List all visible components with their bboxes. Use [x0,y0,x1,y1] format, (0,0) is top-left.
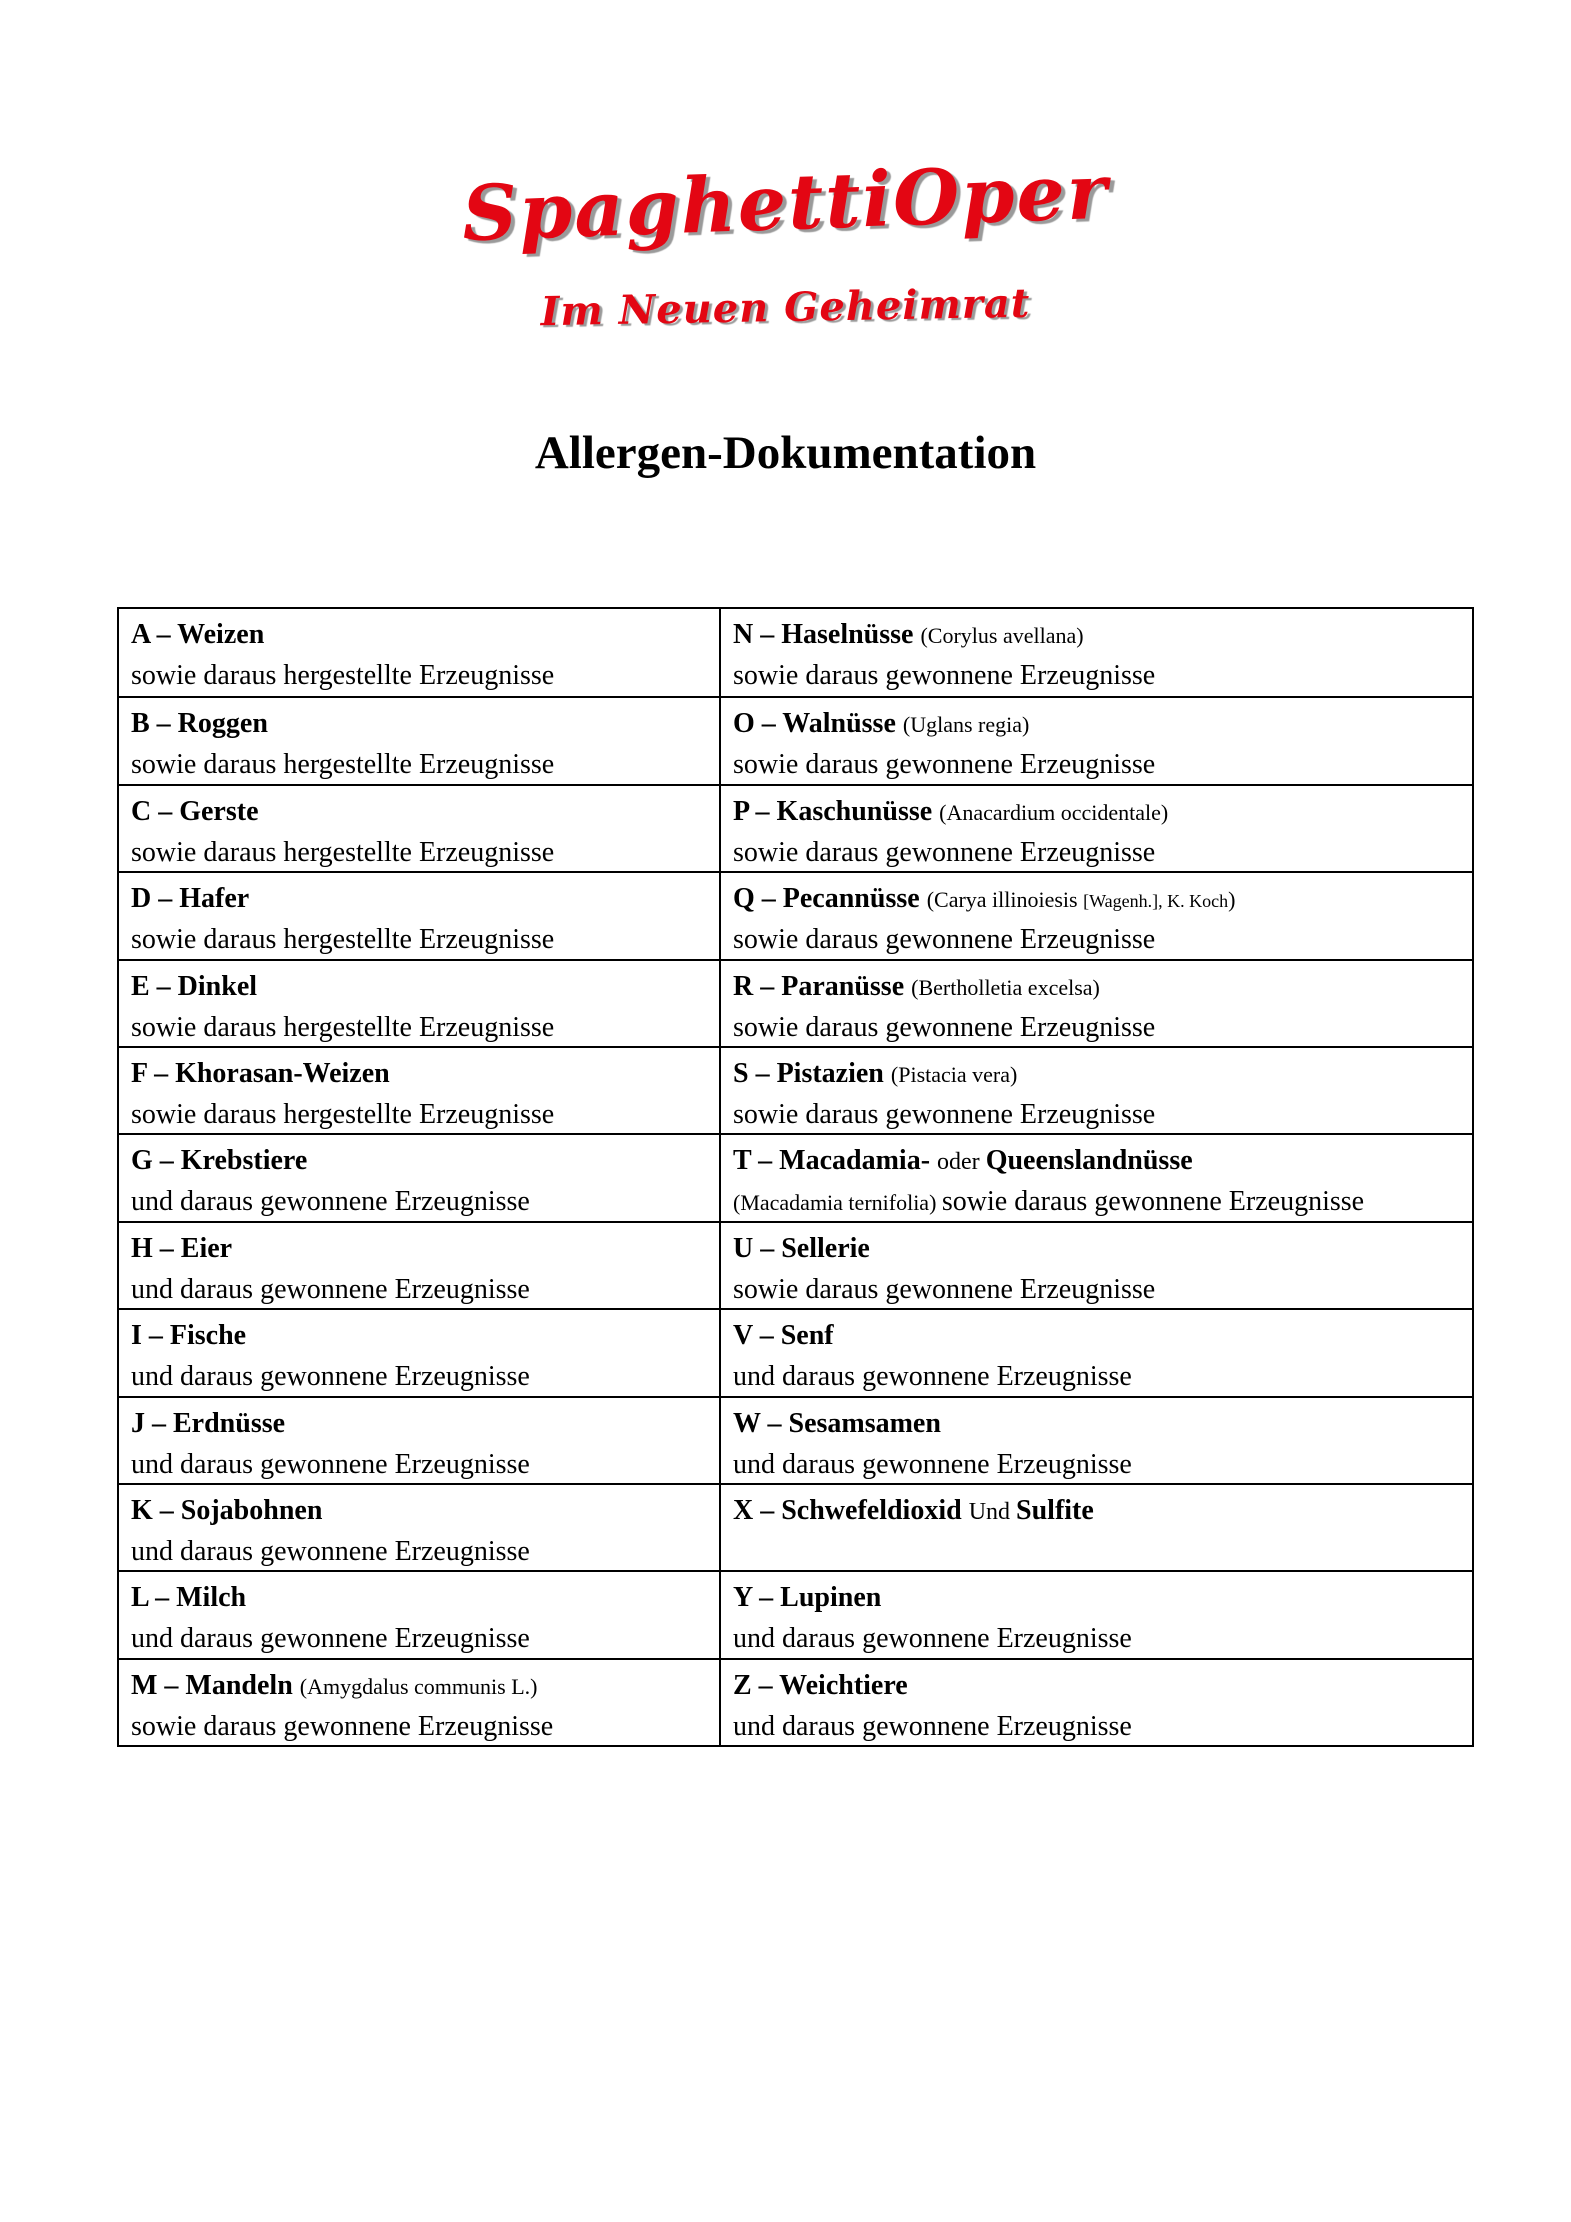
allergen-M-line1 [131,1667,711,1708]
text-segment: T – Macadamia- [733,1145,938,1177]
text-segment: ) [1228,887,1236,913]
text-segment: D – Hafer [131,883,250,915]
allergen-A-line2 [131,657,711,696]
text-segment: sowie daraus hergestellte Erzeugnisse [131,660,555,691]
allergen-cell-W [719,1396,1472,1483]
allergen-cell-T [719,1133,1472,1220]
allergen-D-line2 [131,921,711,958]
allergen-S-line2 [733,1096,1464,1133]
allergen-cell-Z [719,1658,1472,1745]
text-segment: U – Sellerie [733,1232,870,1264]
text-segment: und daraus gewonnene Erzeugnisse [131,1186,530,1218]
text-segment: sowie daraus gewonnene Erzeugnisse [733,1098,1156,1130]
allergen-cell-V [719,1308,1472,1395]
text-segment: Queenslandnüsse [985,1145,1193,1177]
text-segment: O – Walnüsse [733,708,903,740]
text-segment: (Pistacia vera) [890,1061,1018,1087]
allergen-L-line1 [131,1579,711,1620]
allergen-B-line1 [131,705,711,746]
text-segment: sowie daraus hergestellte Erzeugnisse [131,1098,555,1130]
allergen-K-line2 [131,1533,711,1570]
allergen-cell-G [119,1133,719,1220]
text-segment: K – Sojabohnen [131,1494,323,1526]
text-segment: R – Paranüsse [733,970,912,1002]
text-segment: B – Roggen [131,708,268,740]
allergen-G-line1 [131,1142,711,1183]
text-segment: V – Senf [733,1320,834,1352]
allergen-Q-line2 [733,921,1464,958]
allergen-cell-J [119,1396,719,1483]
text-segment: A – Weizen [131,619,265,650]
text-segment: (Bertholletia excelsa) [911,974,1100,1000]
allergen-U-line1 [733,1230,1464,1271]
text-segment: Q – Pecannüsse [733,883,927,915]
text-segment: (Carya illinoiesis [926,887,1084,913]
allergen-C-line1 [131,793,711,834]
allergen-cell-Q [719,871,1472,958]
allergen-T-line2 [733,1183,1464,1220]
allergen-table [117,607,1474,1747]
text-segment: P – Kaschunüsse [733,795,940,827]
text-segment: und daraus gewonnene Erzeugnisse [131,1273,530,1305]
allergen-cell-B [119,696,719,783]
text-segment: G – Krebstiere [131,1145,308,1177]
text-segment: I – Fische [131,1320,247,1352]
allergen-cell-L [119,1570,719,1657]
allergen-R-line1 [733,968,1464,1009]
text-segment: Und [968,1498,1017,1525]
text-segment: F – Khorasan-Weizen [131,1057,390,1089]
text-segment: (Amygdalus communis L.) [299,1673,538,1699]
allergen-T-line1 [733,1142,1464,1183]
allergen-R-line2 [733,1009,1464,1046]
allergen-cell-X [719,1483,1472,1570]
text-segment: sowie daraus gewonnene Erzeugnisse [941,1186,1365,1218]
text-segment: und daraus gewonnene Erzeugnisse [733,1623,1132,1655]
text-segment: N – Haselnüsse [733,619,921,650]
allergen-G-line2 [131,1183,711,1220]
allergen-H-line1 [131,1230,711,1271]
text-segment: sowie daraus gewonnene Erzeugnisse [733,660,1156,691]
allergen-U-line2 [733,1271,1464,1308]
allergen-W-line2 [733,1446,1464,1483]
text-segment: sowie daraus hergestellte Erzeugnisse [131,836,555,868]
logo [0,128,1571,338]
text-segment: (Uglans regia) [902,712,1030,738]
allergen-F-line2 [131,1096,711,1133]
allergen-Z-line1 [733,1667,1464,1708]
text-segment: Z – Weichtiere [733,1669,908,1701]
text-segment: (Corylus avellana) [920,623,1084,648]
text-segment: und daraus gewonnene Erzeugnisse [733,1710,1132,1742]
allergen-A-line1 [131,616,711,657]
allergen-Q-line1 [733,880,1464,921]
allergen-Z-line2 [733,1708,1464,1745]
text-segment: sowie daraus gewonnene Erzeugnisse [733,836,1156,868]
text-segment: W – Sesamsamen [733,1407,941,1439]
allergen-cell-P [719,784,1472,871]
allergen-cell-K [119,1483,719,1570]
allergen-D-line1 [131,880,711,921]
allergen-N-line2 [733,657,1464,696]
allergen-cell-U [719,1221,1472,1308]
allergen-cell-S [719,1046,1472,1133]
allergen-N-line1 [733,616,1464,657]
text-segment: sowie daraus gewonnene Erzeugnisse [733,924,1156,956]
text-segment: sowie daraus gewonnene Erzeugnisse [733,749,1156,781]
text-segment: sowie daraus hergestellte Erzeugnisse [131,749,555,781]
logo-subtitle-text: Im Neuen Geheimrat [540,279,1031,336]
text-segment: E – Dinkel [131,970,258,1002]
allergen-cell-C [119,784,719,871]
logo-brand-text: SpaghettiOper [460,146,1111,259]
text-segment: sowie daraus gewonnene Erzeugnisse [733,1011,1156,1043]
allergen-C-line2 [131,834,711,871]
allergen-V-line1 [733,1317,1464,1358]
allergen-E-line1 [131,968,711,1009]
allergen-M-line2 [131,1708,711,1745]
allergen-cell-E [119,959,719,1046]
allergen-cell-F [119,1046,719,1133]
allergen-cell-D [119,871,719,958]
text-segment: (Macadamia ternifolia) [733,1190,942,1216]
text-segment: und daraus gewonnene Erzeugnisse [131,1623,530,1655]
allergen-S-line1 [733,1055,1464,1096]
allergen-V-line2 [733,1358,1464,1395]
allergen-O-line2 [733,746,1464,783]
page-title: Allergen-Dokumentation [534,427,1037,479]
allergen-W-line1 [733,1405,1464,1446]
text-segment: (Anacardium occidentale) [939,799,1169,825]
allergen-F-line1 [131,1055,711,1096]
allergen-cell-H [119,1221,719,1308]
allergen-J-line1 [131,1405,711,1446]
text-segment: sowie daraus gewonnene Erzeugnisse [733,1273,1156,1305]
text-segment: J – Erdnüsse [131,1407,286,1439]
allergen-O-line1 [733,705,1464,746]
allergen-J-line2 [131,1446,711,1483]
allergen-cell-Y [719,1570,1472,1657]
allergen-cell-M [119,1658,719,1745]
allergen-B-line2 [131,746,711,783]
text-segment: C – Gerste [131,795,259,827]
text-segment: oder [937,1149,986,1176]
allergen-H-line2 [131,1271,711,1308]
text-segment: und daraus gewonnene Erzeugnisse [733,1448,1132,1480]
text-segment: sowie daraus hergestellte Erzeugnisse [131,924,555,956]
allergen-cell-N [719,609,1472,696]
allergen-L-line2 [131,1620,711,1657]
text-segment: [Wagenh.], K. Koch [1083,891,1229,912]
text-segment: X – Schwefeldioxid [733,1494,969,1526]
allergen-cell-A [119,609,719,696]
allergen-X-line1 [733,1492,1464,1533]
allergen-P-line1 [733,793,1464,834]
allergen-E-line2 [131,1009,711,1046]
text-segment: L – Milch [131,1582,247,1614]
text-segment: S – Pistazien [733,1057,891,1089]
allergen-cell-I [119,1308,719,1395]
text-segment: Sulfite [1016,1494,1094,1526]
allergen-I-line1 [131,1317,711,1358]
text-segment: und daraus gewonnene Erzeugnisse [131,1448,530,1480]
allergen-Y-line1 [733,1579,1464,1620]
allergen-cell-R [719,959,1472,1046]
text-segment: M – Mandeln [131,1669,300,1701]
text-segment: und daraus gewonnene Erzeugnisse [733,1361,1132,1393]
text-segment: sowie daraus gewonnene Erzeugnisse [131,1710,554,1742]
allergen-P-line2 [733,834,1464,871]
text-segment: Y – Lupinen [733,1582,882,1614]
allergen-cell-O [719,696,1472,783]
allergen-K-line1 [131,1492,711,1533]
text-segment: H – Eier [131,1232,233,1264]
allergen-Y-line2 [733,1620,1464,1657]
text-segment: und daraus gewonnene Erzeugnisse [131,1535,530,1567]
text-segment: sowie daraus hergestellte Erzeugnisse [131,1011,555,1043]
text-segment: und daraus gewonnene Erzeugnisse [131,1361,530,1393]
allergen-I-line2 [131,1358,711,1395]
